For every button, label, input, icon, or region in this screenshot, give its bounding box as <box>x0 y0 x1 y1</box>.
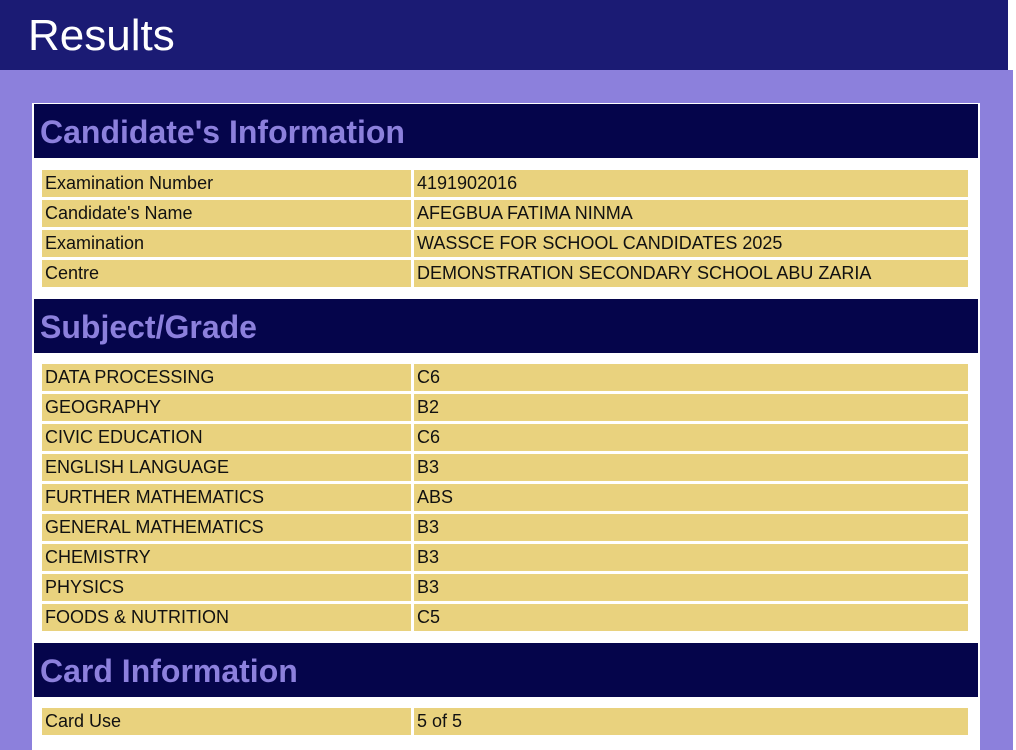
info-value: DEMONSTRATION SECONDARY SCHOOL ABU ZARIA <box>414 260 968 287</box>
info-label: Examination <box>42 230 411 257</box>
subject-grade: B3 <box>414 454 968 481</box>
grade-row <box>42 454 968 481</box>
info-row-candidate-name <box>42 200 968 227</box>
subject-name: PHYSICS <box>42 574 411 601</box>
grade-row <box>42 364 968 391</box>
results-panel <box>32 103 980 750</box>
grade-row <box>42 514 968 541</box>
subject-name: GEOGRAPHY <box>42 394 411 421</box>
info-value: 5 of 5 <box>414 708 968 735</box>
subject-name: CIVIC EDUCATION <box>42 424 411 451</box>
info-value: 4191902016 <box>414 170 968 197</box>
subject-grade: C6 <box>414 424 968 451</box>
grade-row <box>42 484 968 511</box>
info-value: WASSCE FOR SCHOOL CANDIDATES 2025 <box>414 230 968 257</box>
info-label: Candidate's Name <box>42 200 411 227</box>
info-row-examination <box>42 230 968 257</box>
subject-name: ENGLISH LANGUAGE <box>42 454 411 481</box>
subject-grade: B3 <box>414 544 968 571</box>
info-value: AFEGBUA FATIMA NINMA <box>414 200 968 227</box>
subject-name: FOODS & NUTRITION <box>42 604 411 631</box>
card-info-section-header <box>34 643 978 697</box>
grade-row <box>42 424 968 451</box>
candidate-info-section-header <box>34 104 978 158</box>
subject-grade: C5 <box>414 604 968 631</box>
info-label: Centre <box>42 260 411 287</box>
subject-grade-section-header <box>34 299 978 353</box>
results-header-bar <box>0 0 1008 70</box>
info-label: Card Use <box>42 708 411 735</box>
page-title: Results <box>28 11 175 60</box>
subject-name: CHEMISTRY <box>42 544 411 571</box>
subject-name: DATA PROCESSING <box>42 364 411 391</box>
subject-grade: B3 <box>414 514 968 541</box>
grade-row <box>42 604 968 631</box>
subject-grade: ABS <box>414 484 968 511</box>
grade-row <box>42 544 968 571</box>
subject-grade: B3 <box>414 574 968 601</box>
info-row-examination-number <box>42 170 968 197</box>
subject-grade: C6 <box>414 364 968 391</box>
subject-name: FURTHER MATHEMATICS <box>42 484 411 511</box>
candidate-info-section-title: Candidate's Information <box>40 114 405 150</box>
info-row-card-use <box>42 708 968 735</box>
subject-name: GENERAL MATHEMATICS <box>42 514 411 541</box>
info-label: Examination Number <box>42 170 411 197</box>
card-info-section-title: Card Information <box>40 653 298 689</box>
subject-grade-section-title: Subject/Grade <box>40 309 257 345</box>
info-row-centre <box>42 260 968 287</box>
subject-grade: B2 <box>414 394 968 421</box>
grade-row <box>42 574 968 601</box>
grade-row <box>42 394 968 421</box>
